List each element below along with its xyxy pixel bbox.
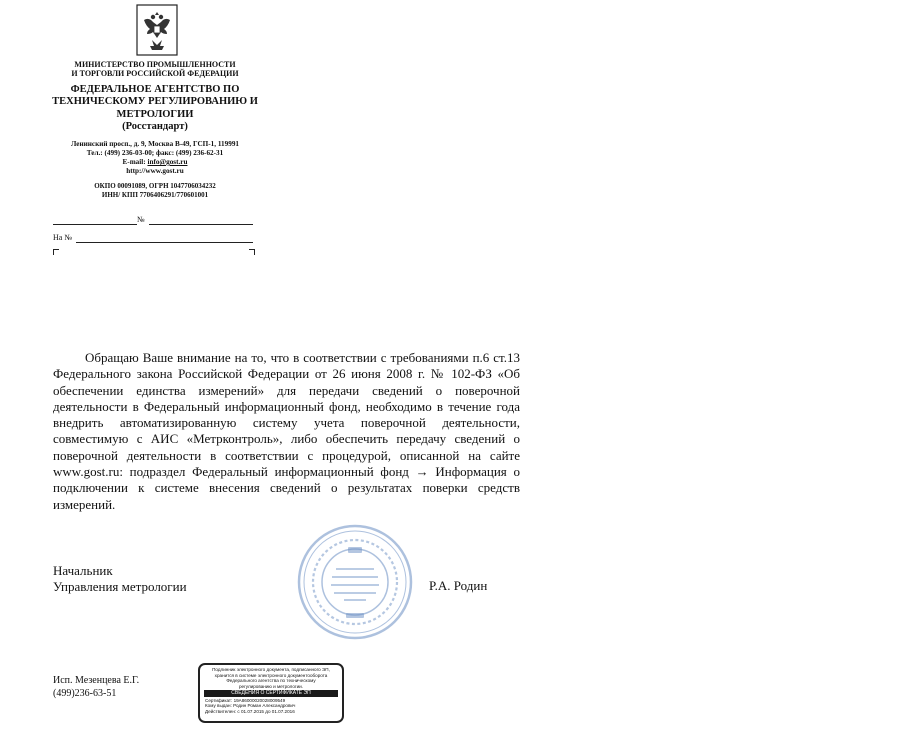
number-label: № [137, 215, 145, 224]
signatory-title-line: Управления метрологии [53, 579, 187, 594]
corner-bracket-right [249, 249, 255, 255]
ministry-line: МИНИСТЕРСТВО ПРОМЫШЛЕННОСТИ [74, 60, 236, 69]
agency-line: ТЕХНИЧЕСКОМУ РЕГУЛИРОВАНИЮ И [52, 96, 258, 108]
email-link[interactable]: info@gost.ru [147, 158, 188, 166]
esig-issued-to: Кому выдан: Родин Роман Александрович [205, 703, 296, 709]
website-link[interactable]: http://www.gost.ru [126, 167, 184, 175]
email-label: E-mail: [122, 158, 148, 166]
esig-notice-line: Федерального агентства по техническому [226, 678, 316, 684]
date-line [53, 224, 137, 225]
number-line [149, 224, 253, 225]
coat-of-arms-emblem [136, 4, 178, 56]
signatory-title-line: Начальник [53, 563, 113, 578]
reference-label: На № [53, 233, 72, 242]
inn-kpp: ИНН/ КПП 7706406291/770601001 [101, 191, 209, 200]
ministry-line: И ТОРГОВЛИ РОССИЙСКОЙ ФЕДЕРАЦИИ [71, 69, 239, 79]
corner-bracket-left [53, 249, 59, 255]
electronic-signature-box [198, 663, 344, 723]
address: Ленинский просп., д. 9, Москва В-49, ГСП-1, 119991 [70, 140, 240, 148]
letter-body [53, 350, 520, 513]
esig-details [205, 698, 337, 715]
executor-info [53, 674, 139, 700]
executor-name: Исп. Мезенцева Е.Г. [53, 675, 140, 686]
registration-ids [40, 182, 270, 200]
reference-line [76, 242, 253, 243]
agency-short-name: (Росстандарт) [122, 121, 188, 132]
email-line [40, 158, 270, 167]
esig-notice-line: регулированию и метрологии. [239, 683, 303, 689]
esig-notice [205, 667, 337, 689]
ministry-name [40, 60, 270, 78]
esig-header: СВЕДЕНИЯ О СЕРТИФИКАТЕ ЭП [204, 690, 338, 697]
signatory-name: Р.А. Родин [429, 578, 488, 593]
agency-name [40, 84, 270, 121]
esig-notice-line: Подлинник электронного документа, подписанного ЭП, [212, 667, 330, 672]
contact-block [40, 140, 270, 176]
esig-validity: Действителен: с 01.07.2015 до 01.07.2016 [205, 709, 295, 715]
okpo-ogrn: ОКПО 00091089, ОГРН 1047706034232 [94, 182, 216, 190]
esig-notice-line: хранится в системе электронного документооборота [214, 672, 328, 678]
executor-phone: (499)236-63-51 [53, 688, 117, 699]
body-paragraph: Обращаю Ваше внимание на то, что в соответствии с требованиями п.6 ст.13 Федерального закона Российской Федерации от 26 июня 2008 г. № 102-ФЗ «Об обеспечении единства измерений» для передачи сведений о поверочной деятельности в Федеральный информационный фонд, необходимо в течение года внедрить автоматизированную систему учета поверочной деятельности, совместимую с АИС «Метрконтроль», либо обеспечить передачу сведений о поверочной деятельности в соответствии с процедурой, описанной на сайте www.gost.ru: подраздел Федеральный информационный фонд → Информация о подключении к системе внесения сведений о результатах поверки средств измерений. [53, 350, 520, 512]
esig-certificate: Сертификат: 19A86000020028009549 [205, 697, 286, 703]
signatory-title [53, 563, 187, 595]
agency-line: ФЕДЕРАЛЬНОЕ АГЕНТСТВО ПО [70, 84, 240, 95]
phone-fax: Тел.: (499) 236-03-00; факс: (499) 236-62-31 [86, 149, 224, 157]
official-seal-stamp [296, 523, 414, 641]
agency-line: МЕТРОЛОГИИ [116, 108, 194, 120]
